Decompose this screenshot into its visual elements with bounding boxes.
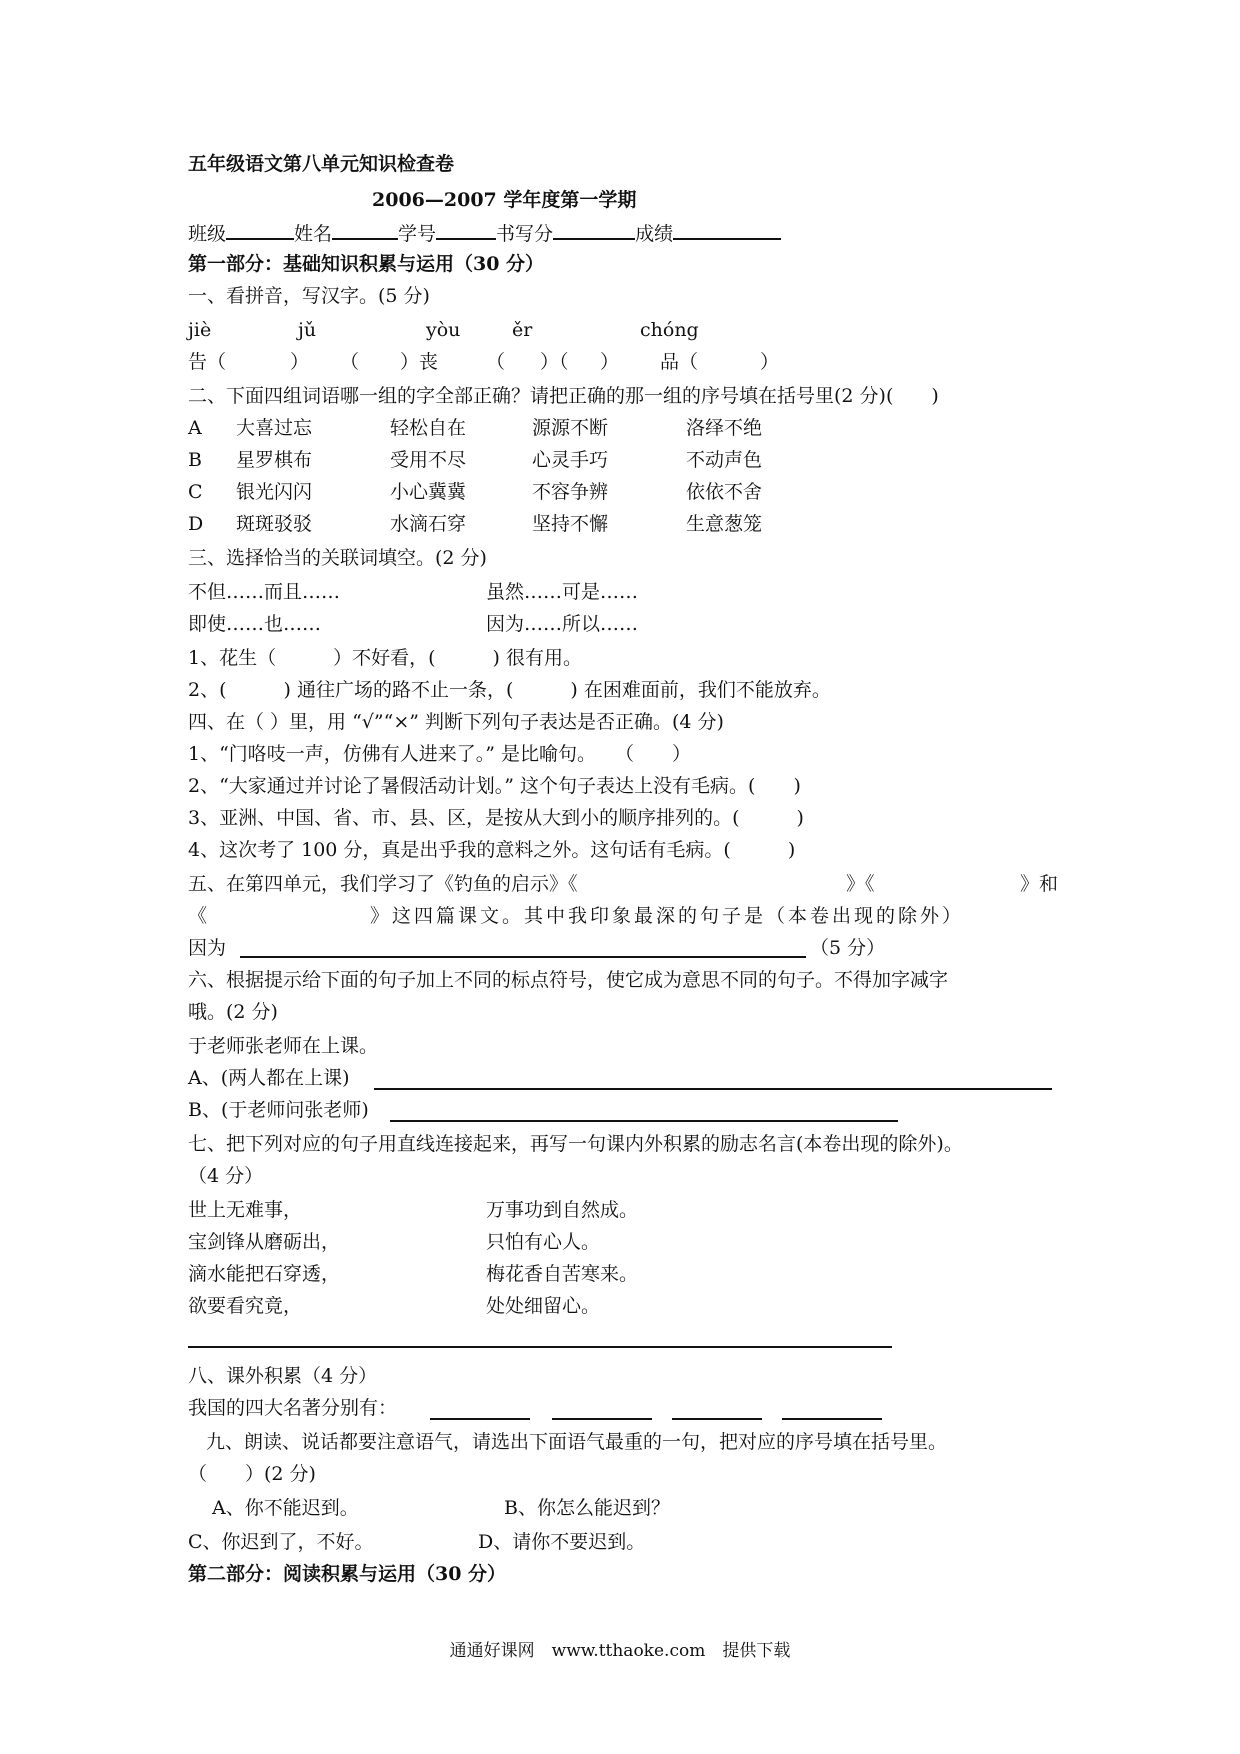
q1-blank-4a: 品（ (660, 351, 699, 373)
q2-word: 受用不尽 (390, 449, 467, 471)
q2-word: 心灵手巧 (532, 449, 609, 471)
class-blank[interactable] (226, 220, 294, 240)
number-label: 学号 (398, 223, 437, 245)
exam-subtitle: 2006—2007 学年度第一学期 (372, 189, 637, 211)
q7-left-item: 欲要看究竟， (188, 1295, 303, 1317)
writing-label: 书写分 (496, 223, 554, 245)
q6-title-2: 哦。(2 分) (188, 1001, 278, 1023)
q6-a-label: A、(两人都在上课) (188, 1067, 350, 1089)
q7-left-item: 滴水能把石穿透， (188, 1263, 341, 1285)
footer-credit: 通通好课网 www.tthaoke.com 提供下载 (449, 1641, 791, 1661)
q9-title-1: 九、朗读、说话都要注意语气，请选出下面语气最重的一句，把对应的序号填在括号里。 (206, 1431, 948, 1453)
q6-a-answer-line[interactable] (374, 1088, 1052, 1090)
q4-item: 1、“门咯吱一声，仿佛有人进来了。” 是比喻句。 （ ） (188, 743, 692, 765)
q6-sentence: 于老师张老师在上课。 (188, 1035, 379, 1057)
score-blank[interactable] (673, 220, 781, 240)
q5-line1a: 五、在第四单元，我们学习了《钓鱼的启示》《 (188, 873, 578, 895)
q1-blank-4b: ） (760, 351, 780, 373)
q9-option-b: B、你怎么能迟到？ (504, 1497, 670, 1519)
q5-line1c: 》和 (1020, 873, 1059, 895)
q5-line2a: 《 (188, 905, 208, 927)
q4-item: 3、亚洲、中国、省、市、县、区，是按从大到小的顺序排列的。( ) (188, 807, 804, 829)
q7-right-item: 梅花香自苦寒来。 (486, 1263, 639, 1285)
q2-word: 不动声色 (686, 449, 763, 471)
q3-title: 三、选择恰当的关联词填空。(2 分) (188, 547, 487, 569)
q5-answer-line[interactable] (240, 956, 806, 958)
q9-option-c: C、你迟到了，不好。 (188, 1531, 374, 1553)
q6-b-label: B、(于老师问张老师) (188, 1099, 369, 1121)
q1-blank-3c: ） (600, 351, 620, 373)
q1-blank-1a: 告（ (188, 351, 227, 373)
name-blank[interactable] (332, 220, 398, 240)
q2-word: 不容争辨 (532, 481, 609, 503)
q4-item: 4、这次考了 100 分，真是出乎我的意料之外。这句话有毛病。( ) (188, 839, 796, 861)
pinyin-2: jǔ (298, 319, 317, 341)
q5-line2b: 》这四篇课文。其中我印象最深的句子是（本卷出现的除外） (370, 905, 965, 927)
q2-word: 洛绎不绝 (686, 417, 763, 439)
part1-heading: 第一部分：基础知识积累与运用（30 分） (188, 253, 545, 275)
q5-line3b: （5 分） (810, 937, 886, 959)
q7-left-item: 宝剑锋从磨砺出， (188, 1231, 341, 1253)
pinyin-5: chóng (640, 319, 699, 341)
q2-word: 坚持不懈 (532, 513, 609, 535)
pinyin-3: yòu (426, 319, 461, 341)
q1-blank-1b: ） (290, 351, 310, 373)
q9-option-a: A、你不能迟到。 (212, 1497, 359, 1519)
q7-right-item: 万事功到自然成。 (486, 1199, 639, 1221)
q3-option: 因为……所以…… (486, 613, 639, 635)
q1-blank-3b: ）（ (540, 351, 569, 373)
q2-word: 源源不断 (532, 417, 609, 439)
q2-word: 生意葱笼 (686, 513, 763, 535)
q8-blank-2[interactable] (552, 1418, 652, 1420)
q3-option: 即使……也…… (188, 613, 322, 635)
q2-word: 依依不舍 (686, 481, 763, 503)
q3-sentence-2: 2、( ) 通往广场的路不止一条，( ) 在困难面前，我们不能放弃。 (188, 679, 831, 701)
q7-right-item: 处处细留心。 (486, 1295, 601, 1317)
q7-answer-line[interactable] (188, 1346, 892, 1348)
q8-title: 八、课外积累（4 分） (188, 1365, 378, 1387)
q8-blank-4[interactable] (782, 1418, 882, 1420)
q2-word: 斑斑驳驳 (236, 513, 313, 535)
q7-title-2: （4 分） (188, 1165, 264, 1187)
q2-word: 小心冀冀 (390, 481, 467, 503)
q2-word: 轻松自在 (390, 417, 467, 439)
pinyin-1: jiè (188, 319, 212, 341)
q1-blank-3a: （ (486, 351, 506, 373)
q2-label-b: B (188, 449, 202, 471)
q7-left-item: 世上无难事， (188, 1199, 303, 1221)
q1-title: 一、看拼音，写汉字。(5 分) (188, 285, 430, 307)
q6-title-1: 六、根据提示给下面的句子加上不同的标点符号，使它成为意思不同的句子。不得加字减字 (188, 969, 949, 991)
pinyin-4: ěr (512, 319, 533, 341)
q2-word: 大喜过忘 (236, 417, 313, 439)
student-info-line (188, 220, 781, 246)
q8-blank-3[interactable] (672, 1418, 762, 1420)
q1-blank-2a: （ (340, 351, 360, 373)
q9-title-2: （ ）(2 分) (188, 1463, 316, 1485)
name-label: 姓名 (294, 223, 333, 245)
q8-blank-1[interactable] (430, 1418, 530, 1420)
writing-blank[interactable] (553, 220, 635, 240)
q2-label-a: A (188, 417, 202, 439)
q3-option: 虽然……可是…… (486, 581, 639, 603)
class-label: 班级 (188, 223, 227, 245)
part2-heading: 第二部分：阅读积累与运用（30 分） (188, 1563, 507, 1585)
q3-sentence-1: 1、花生（ ）不好看，( ) 很有用。 (188, 647, 582, 669)
q2-title: 二、下面四组词语哪一组的字全部正确？请把正确的那一组的序号填在括号里(2 分)( ) (188, 385, 939, 407)
q2-label-c: C (188, 481, 203, 503)
q2-word: 银光闪闪 (236, 481, 313, 503)
q5-line1b: 》《 (846, 873, 875, 895)
q7-title-1: 七、把下列对应的句子用直线连接起来，再写一句课内外积累的励志名言(本卷出现的除外)。 (188, 1133, 963, 1155)
q6-b-answer-line[interactable] (390, 1120, 898, 1122)
score-label: 成绩 (635, 223, 674, 245)
q3-option: 不但……而且…… (188, 581, 341, 603)
q5-line3a: 因为 (188, 937, 227, 959)
exam-title: 五年级语文第八单元知识检查卷 (188, 153, 455, 175)
q9-option-d: D、请你不要迟到。 (478, 1531, 646, 1553)
number-blank[interactable] (436, 220, 496, 240)
q2-word: 星罗棋布 (236, 449, 313, 471)
q4-title: 四、在（ ）里，用 “√”“×” 判断下列句子表达是否正确。(4 分) (188, 711, 724, 733)
q8-line: 我国的四大名著分别有： (188, 1397, 398, 1419)
q4-item: 2、“大家通过并讨论了暑假活动计划。” 这个句子表达上没有毛病。( ) (188, 775, 801, 797)
q2-label-d: D (188, 513, 204, 535)
q7-right-item: 只怕有心人。 (486, 1231, 601, 1253)
q2-word: 水滴石穿 (390, 513, 467, 535)
q1-blank-2b: ）丧 (400, 351, 439, 373)
